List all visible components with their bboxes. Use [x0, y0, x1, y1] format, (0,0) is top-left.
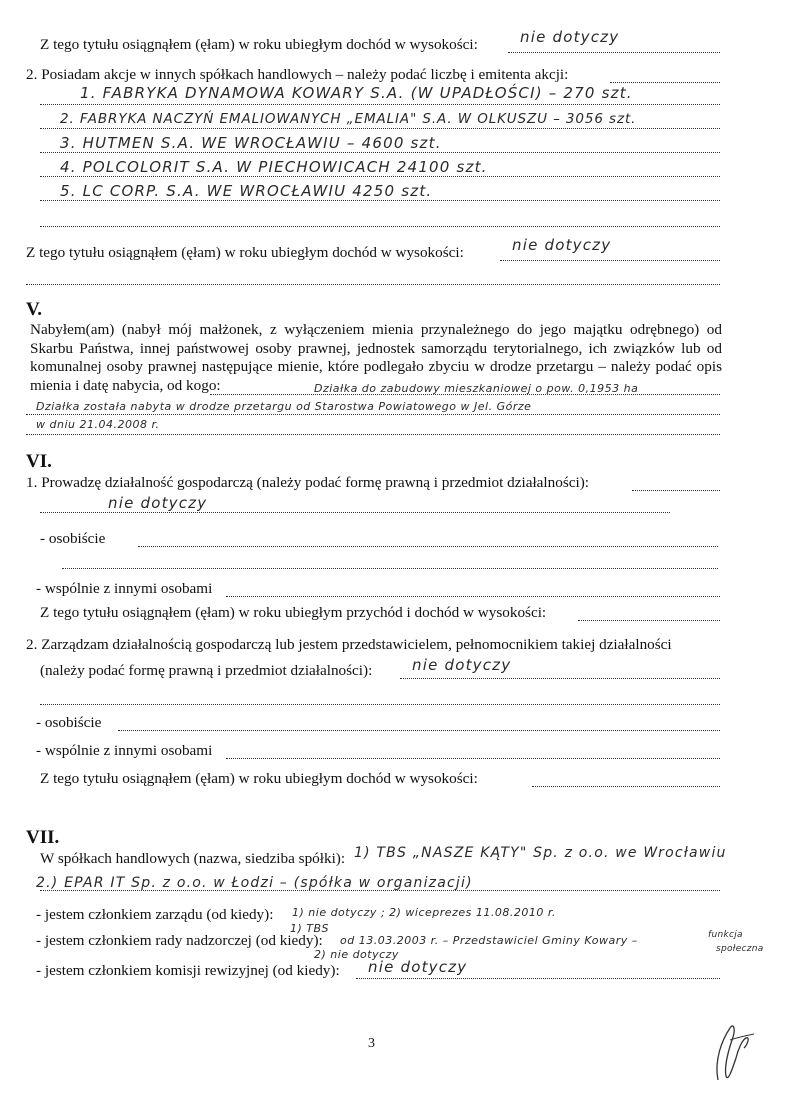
income-label: Z tego tytułu osiągnąłem (ęłam) w roku ubiegłym przychód i dochód w wysokości: [40, 604, 547, 621]
share-item-3: 3. HUTMEN S.A. WE WROCŁAWIU – 4600 szt. [60, 134, 442, 152]
personal-label: - osobiście [40, 530, 106, 547]
section-heading: VII. [26, 827, 60, 848]
personal-label: - osobiście [36, 714, 102, 731]
dotted-line [226, 758, 720, 759]
dotted-line [610, 82, 720, 83]
dotted-line [632, 490, 720, 491]
handwritten-answer: Działka do zabudowy mieszkaniowej o pow. 0,1953 ha [314, 382, 639, 395]
dotted-line [26, 434, 720, 435]
handwritten-answer: Działka została nabyta w drodze przetargu od Starostwa Powiatowego w Jel. Górze [36, 400, 532, 413]
section-heading: VI. [26, 451, 52, 472]
dotted-line [532, 786, 720, 787]
dotted-line [40, 512, 670, 513]
jointly-label: - wspólnie z innymi osobami [36, 580, 213, 597]
dotted-line [26, 284, 720, 285]
dotted-line [40, 152, 720, 153]
handwritten-answer: nie dotyczy [108, 494, 208, 512]
handwritten-answer: 2) nie dotyczy [314, 948, 399, 961]
income-label: Z tego tytułu osiągnąłem (ęłam) w roku ubiegłym dochód w wysokości: [26, 244, 464, 261]
dotted-line [40, 226, 720, 227]
dotted-line [118, 730, 720, 731]
board-label: - jestem członkiem zarządu (od kiedy): [36, 906, 274, 923]
dotted-line [40, 890, 720, 891]
dotted-line [500, 260, 720, 261]
share-item-4: 4. POLCOLORIT S.A. W PIECHOWICACH 24100 szt. [60, 158, 488, 176]
share-item-1: 1. FABRYKA DYNAMOWA KOWARY S.A. (W UPADŁOŚCI) – 270 szt. [80, 84, 633, 102]
dotted-line [578, 620, 720, 621]
dotted-line [40, 704, 720, 705]
income-label: Z tego tytułu osiągnąłem (ęłam) w roku ubiegłym dochód w wysokości: [40, 36, 478, 53]
dotted-line [226, 596, 720, 597]
handwritten-answer: 1) nie dotyczy ; 2) wiceprezes 11.08.2010 r. [292, 906, 556, 919]
jointly-label: - wspólnie z innymi osobami [36, 742, 213, 759]
section-heading: V. [26, 299, 43, 320]
dotted-line [40, 200, 720, 201]
signature [700, 1010, 760, 1090]
management-question: 2. Zarządzam działalnością gospodarczą lub jestem przedstawicielem, pełnomocnikiem takiej działalności [26, 636, 672, 653]
handwritten-answer: 2.) EPAR IT Sp. z o.o. w Łodzi – (spółka w organizacji) [36, 875, 473, 891]
dotted-line [40, 104, 720, 105]
handwritten-answer: od 13.03.2003 r. – Przedstawiciel Gminy Kowary – [340, 934, 638, 947]
handwritten-answer: 1) TBS „NASZE KĄTY" Sp. z o.o. we Wrocławiu [354, 845, 727, 861]
income-label: Z tego tytułu osiągnąłem (ęłam) w roku ubiegłym dochód w wysokości: [40, 770, 478, 787]
dotted-line [400, 678, 720, 679]
supervisory-label: - jestem członkiem rady nadzorczej (od kiedy): [36, 932, 323, 949]
dotted-line [40, 128, 720, 129]
handwritten-answer: nie dotyczy [412, 656, 512, 674]
share-item-5: 5. LC CORP. S.A. WE WROCŁAWIU 4250 szt. [60, 182, 433, 200]
share-item-2: 2. FABRYKA NACZYŃ EMALIOWANYCH „EMALIA" S.A. W OLKUSZU – 3056 szt. [60, 111, 637, 127]
handwritten-note: społeczna [716, 944, 764, 954]
shares-question: 2. Posiadam akcje w innych spółkach handlowych – należy podać liczbę i emitenta akcji: [26, 66, 569, 83]
handwritten-answer: w dniu 21.04.2008 r. [36, 418, 160, 431]
management-question: (należy podać formę prawną i przedmiot działalności): [40, 662, 373, 679]
dotted-line [138, 546, 718, 547]
section-text: Nabyłem(am) (nabył mój małżonek, z wyłączeniem mienia przynależnego do jego majątku odrębnego) od Skarbu Państwa, innej państwowej osoby prawnej, jednostek samorządu terytorialnego, ich związków lub od komunalnej osoby prawnej następujące mienie, które podlegało zbyciu w drodze przetargu – należy podać opis mienia i datę nabycia, od kogo: [30, 321, 722, 394]
handwritten-answer: nie dotyczy [512, 236, 612, 254]
page-number: 3 [368, 1036, 375, 1051]
business-question: 1. Prowadzę działalność gospodarczą (należy podać formę prawną i przedmiot działalności): [26, 474, 589, 491]
companies-label: W spółkach handlowych (nazwa, siedziba spółki): [40, 850, 346, 867]
handwritten-answer: nie dotyczy [520, 28, 620, 46]
dotted-line [40, 176, 720, 177]
audit-label: - jestem członkiem komisji rewizyjnej (od kiedy): [36, 962, 340, 979]
dotted-line [508, 52, 720, 53]
dotted-line [62, 568, 718, 569]
handwritten-answer: nie dotyczy [368, 958, 468, 976]
handwritten-answer: 1) TBS [290, 922, 330, 935]
dotted-line [356, 978, 720, 979]
handwritten-note: funkcja [708, 930, 743, 940]
